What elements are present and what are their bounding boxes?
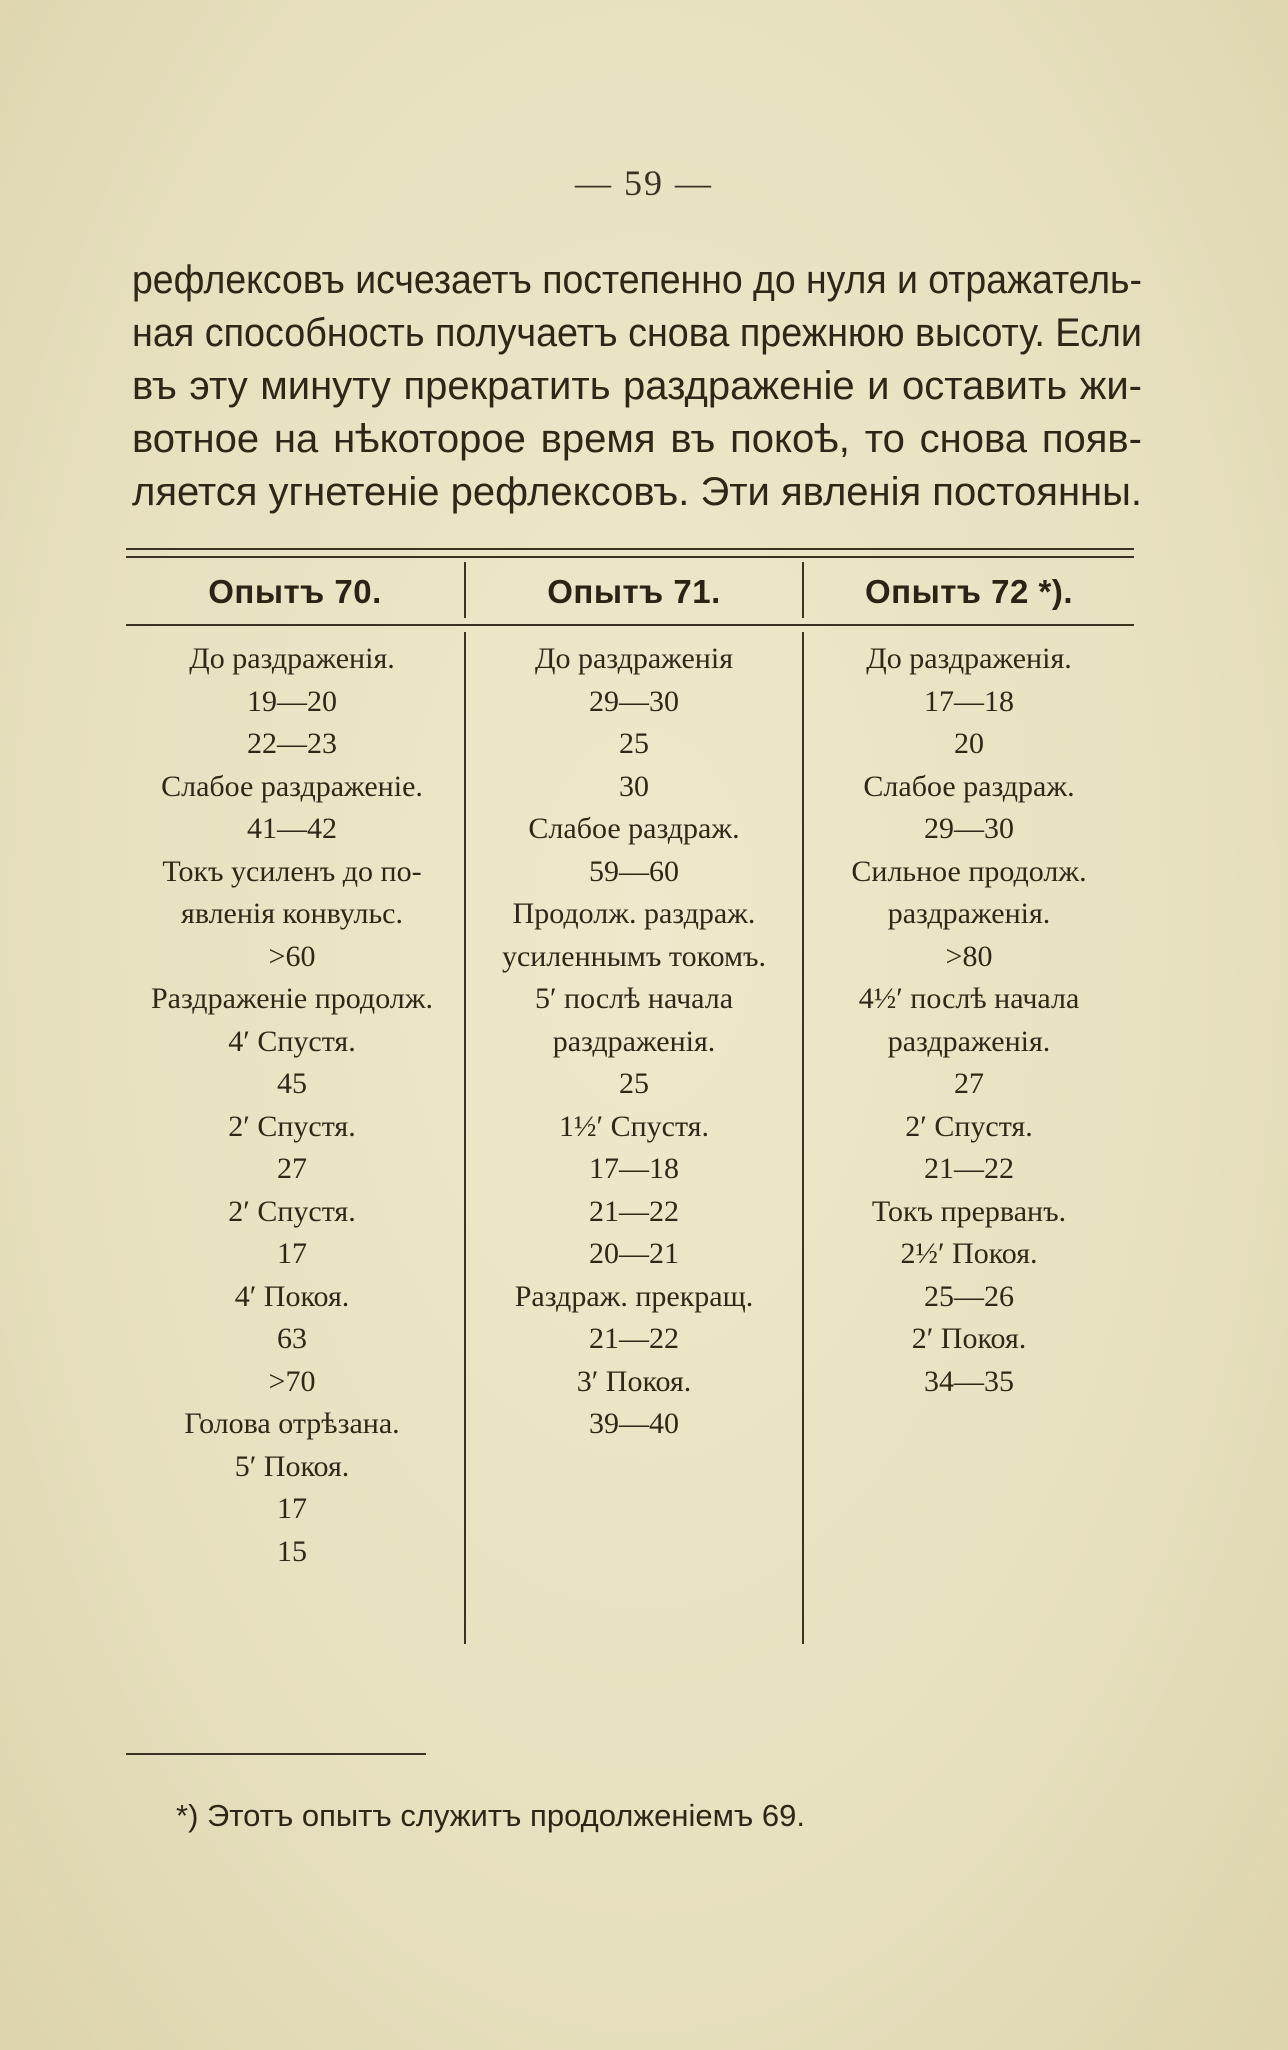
table-cell: 41—42: [247, 812, 337, 845]
table-cell: Токъ усиленъ до по-: [162, 854, 422, 888]
table-top-rule-inner: [126, 556, 1134, 558]
table-cell: >80: [945, 939, 993, 973]
table-cell: До раздраженія.: [189, 642, 395, 675]
body-line: ная способность получаетъ снова прежнюю высоту. Если: [132, 311, 1142, 355]
table-column-experiment-72: [804, 638, 1134, 1403]
table-cell: Раздраж. прекращ.: [514, 1279, 754, 1313]
table-cell: 27: [954, 1067, 984, 1100]
table-cell: 1½′ Спустя.: [559, 1109, 709, 1143]
table-cell: 34—35: [924, 1364, 1014, 1398]
table-cell: Токъ прерванъ.: [871, 1194, 1067, 1228]
table-cell: Слабое раздраж.: [528, 812, 740, 845]
table-header-rule: [126, 624, 1134, 626]
table-cell: 22—23: [247, 727, 337, 760]
table-column-experiment-71: [466, 638, 802, 1446]
table-cell: 2′ Покоя.: [911, 1322, 1027, 1355]
table-cell: 2′ Спустя.: [228, 1194, 356, 1228]
table-cell: 3′ Покоя.: [576, 1364, 692, 1398]
table-cell: 2′ Спустя.: [905, 1109, 1033, 1143]
table-cell: 25: [619, 727, 649, 760]
table-cell: 25—26: [924, 1279, 1014, 1313]
table-cell: раздраженія.: [552, 1024, 716, 1058]
body-line: ляется угнетеніе рефлексовъ. Эти явленія постоянны.: [132, 470, 1142, 514]
table-column-experiment-70: [122, 638, 462, 1573]
footnote: *) Этотъ опытъ служитъ продолженіемъ 69.: [176, 1798, 805, 1833]
table-cell: 20: [954, 727, 984, 760]
table-cell: 2½′ Покоя.: [900, 1237, 1038, 1270]
table-cell: До раздраженія.: [866, 642, 1072, 675]
table-header-experiment-71: Опытъ 71.: [547, 573, 721, 610]
table-cell: 4′ Спустя.: [228, 1024, 356, 1058]
table-cell: 4½′ послѣ начала: [858, 982, 1080, 1015]
table-cell: 25: [619, 1067, 649, 1100]
table-cell: 29—30: [924, 812, 1014, 845]
table-cell: 21—22: [924, 1152, 1014, 1185]
body-line: въ эту минуту прекратить раздраженіе и оставить жи-: [132, 364, 1142, 408]
table-cell: Продолж. раздраж.: [512, 897, 756, 930]
table-cell: 5′ Покоя.: [234, 1449, 350, 1483]
table-cell: 63: [277, 1322, 307, 1355]
table-cell: 59—60: [589, 854, 679, 888]
table-cell: >70: [268, 1364, 316, 1398]
table-cell: 17: [277, 1492, 307, 1525]
table-cell: 19—20: [247, 684, 337, 718]
table-cell: 20—21: [589, 1237, 679, 1270]
table-cell: До раздраженія: [534, 642, 733, 675]
table-cell: 45: [277, 1067, 307, 1100]
table-header-experiment-70: Опытъ 70.: [208, 573, 382, 610]
body-line: вотное на нѣкоторое время въ покоѣ, то снова появ-: [132, 417, 1142, 461]
table-cell: 2′ Спустя.: [228, 1109, 356, 1143]
table-cell: 29—30: [589, 684, 679, 718]
table-cell: 27: [277, 1152, 307, 1185]
table-cell: 4′ Покоя.: [234, 1279, 350, 1313]
table-cell: усиленнымъ токомъ.: [501, 939, 767, 973]
body-paragraph: [132, 254, 1142, 519]
table-cell: 21—22: [589, 1322, 679, 1355]
table-cell: Слабое раздраженіе.: [161, 769, 423, 803]
table-cell: Голова отрѣзана.: [184, 1407, 400, 1440]
table-cell: 17—18: [589, 1152, 679, 1185]
table-cell: раздраженія.: [887, 897, 1051, 930]
table-cell: 15: [277, 1534, 307, 1568]
footnote-rule: [126, 1753, 426, 1755]
table-cell: 17: [277, 1237, 307, 1270]
body-line: рефлексовъ исчезаетъ постепенно до нуля и отражатель-: [132, 258, 1142, 302]
table-cell: 17—18: [924, 684, 1014, 718]
table-cell: раздраженія.: [887, 1024, 1051, 1058]
table-cell: 5′ послѣ начала: [534, 982, 734, 1015]
table-cell: явленія конвульс.: [181, 897, 403, 930]
table-cell: 39—40: [589, 1407, 679, 1440]
table-cell: Слабое раздраж.: [863, 769, 1075, 803]
table-top-rule-outer: [126, 548, 1134, 550]
table-cell: >60: [268, 939, 316, 973]
table-cell: 21—22: [589, 1194, 679, 1228]
table-cell: 30: [619, 769, 649, 803]
table-header-experiment-72: Опытъ 72 *).: [864, 573, 1074, 610]
page-number: — 59 —: [575, 163, 713, 203]
table-cell: Раздраженіе продолж.: [151, 982, 433, 1015]
table-cell: Сильное продолж.: [851, 854, 1087, 888]
